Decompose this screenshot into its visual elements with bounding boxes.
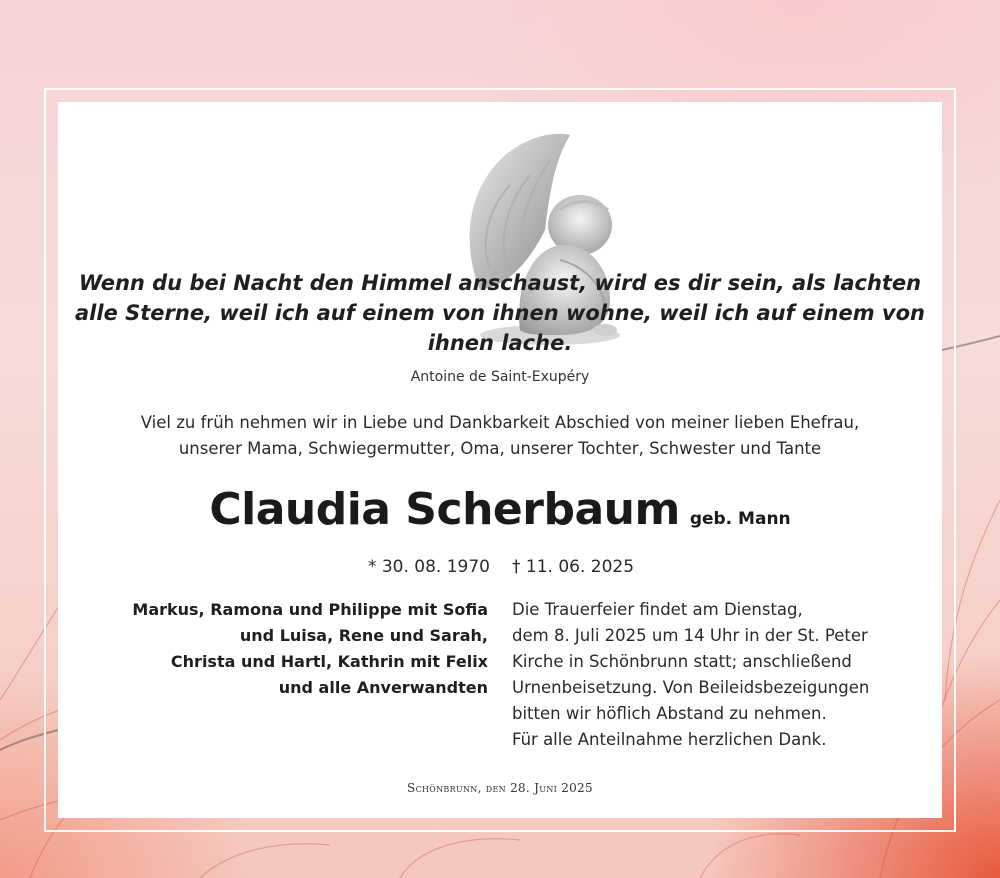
- maiden-name: geb. Mann: [689, 509, 791, 529]
- service-line: Kirche in Schönbrunn statt; anschließend: [512, 652, 852, 671]
- deceased-name: Claudia Scherbaum: [209, 484, 680, 535]
- service-line: Die Trauerfeier findet am Dienstag,: [512, 600, 803, 619]
- quote-line: ihnen lache.: [427, 331, 573, 355]
- intro-line: unserer Mama, Schwiegermutter, Oma, unserer Tochter, Schwester und Tante: [178, 439, 822, 458]
- birth-date: * 30. 08. 1970: [367, 557, 490, 577]
- place-and-date: Schönbrunn, den 28. Juni 2025: [407, 781, 593, 795]
- quote-line: Wenn du bei Nacht den Himmel anschaust, wird es dir sein, als lachten: [78, 271, 922, 295]
- intro-line: Viel zu früh nehmen wir in Liebe und Dankbarkeit Abschied von meiner lieben Ehefrau,: [140, 413, 860, 432]
- service-line: Für alle Anteilnahme herzlichen Dank.: [512, 730, 827, 749]
- service-details: [512, 597, 869, 753]
- deceased-name-row: [58, 484, 942, 535]
- quote: [58, 268, 942, 358]
- service-line: bitten wir höflich Abstand zu nehmen.: [512, 704, 827, 723]
- family-line: und alle Anverwandten: [278, 678, 488, 697]
- service-line: dem 8. Juli 2025 um 14 Uhr in der St. Peter: [512, 626, 868, 645]
- quote-author: Antoine de Saint-Exupéry: [410, 369, 590, 385]
- death-date: † 11. 06. 2025: [512, 557, 635, 577]
- service-line: Urnenbeisetzung. Von Beileidsbezeigungen: [512, 678, 870, 697]
- family-line: Christa und Hartl, Kathrin mit Felix: [170, 652, 488, 671]
- family-names: [132, 597, 488, 701]
- family-line: Markus, Ramona und Philippe mit Sofia: [132, 600, 488, 619]
- family-line: und Luisa, Rene und Sarah,: [239, 626, 488, 645]
- intro-text: [58, 410, 942, 462]
- quote-line: alle Sterne, weil ich auf einem von ihnen wohne, weil ich auf einem von: [75, 301, 925, 325]
